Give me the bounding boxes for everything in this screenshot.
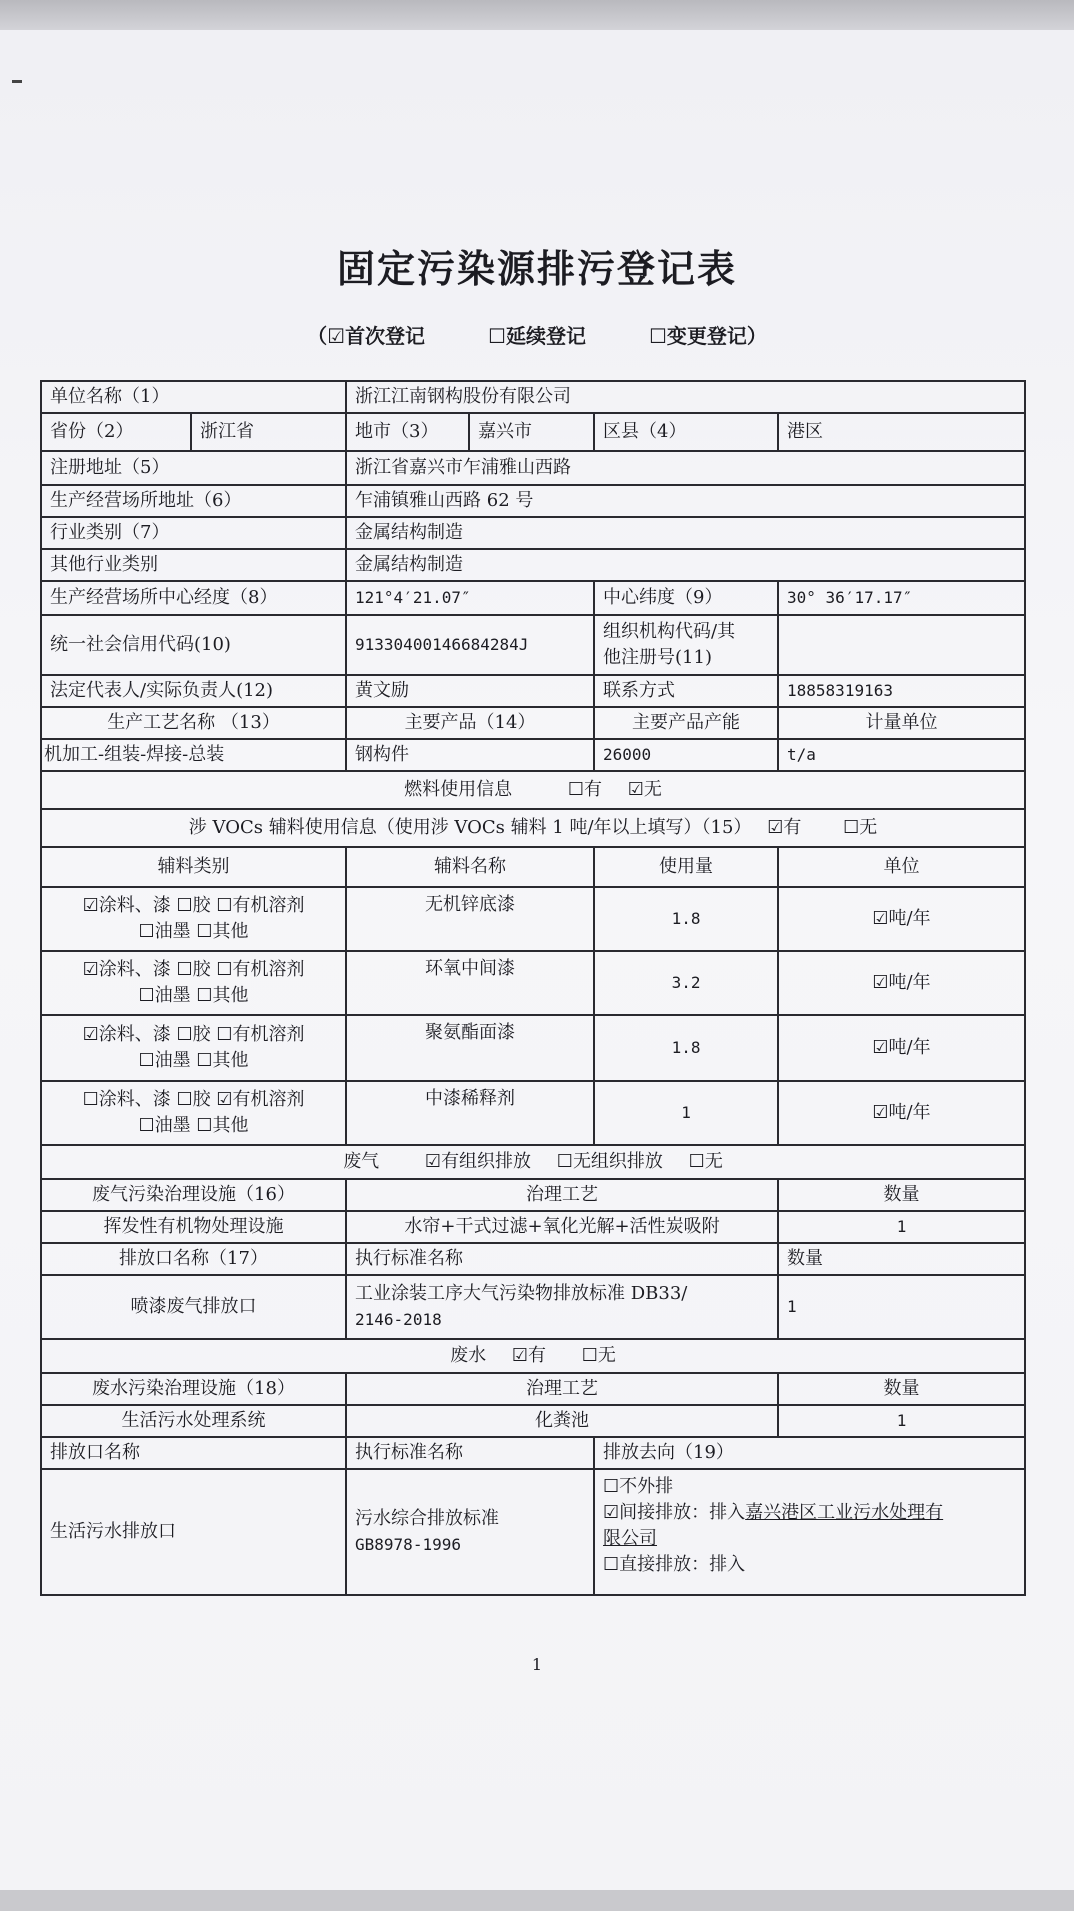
other-label: 其他: [212, 985, 249, 1006]
process-name-value[interactable]: 机加工-组装-焊接-总装: [41, 739, 346, 771]
exhaust-outlet-header: 排放口名称（17）: [41, 1243, 346, 1275]
glue-checkbox[interactable]: ☐: [176, 895, 193, 916]
usage-amount-value[interactable]: 1: [594, 1081, 778, 1145]
wastewater-yes-label: 有: [528, 1345, 546, 1366]
contact-label: 联系方式: [594, 675, 778, 707]
exhaust-outlet-qty-header: 数量: [778, 1243, 1025, 1275]
solvent-label: 有机溶剂: [232, 959, 305, 980]
change-registration-checkbox[interactable]: ☐: [648, 324, 667, 348]
org-code-label: [594, 615, 778, 675]
continue-registration-option[interactable]: [488, 324, 586, 348]
reg-address-value[interactable]: 浙江省嘉兴市乍浦雅山西路: [346, 451, 1025, 485]
unit-checkbox[interactable]: ☑: [872, 908, 889, 929]
usage-amount-value[interactable]: 1.8: [594, 887, 778, 951]
continue-registration-checkbox[interactable]: ☐: [488, 324, 506, 348]
county-value[interactable]: 港区: [778, 413, 1025, 451]
usage-amount-value[interactable]: 1.8: [594, 1015, 778, 1081]
direction-direct-checkbox[interactable]: ☐: [603, 1554, 620, 1575]
unit-checkbox[interactable]: ☑: [872, 1037, 889, 1058]
ink-checkbox[interactable]: ☐: [138, 1050, 155, 1071]
continue-registration-label: 延续登记: [505, 324, 586, 348]
ink-checkbox[interactable]: ☐: [138, 921, 155, 942]
vocs-no-label: 无: [859, 817, 878, 838]
main-product-header: 主要产品（14）: [346, 707, 594, 739]
direction-none-option[interactable]: [603, 1474, 1016, 1500]
glue-label: 胶: [192, 1089, 211, 1110]
exhaust-label: 废气: [343, 1151, 380, 1172]
direction-none-label: 不外排: [619, 1476, 674, 1497]
material-type-header: 辅料类别: [41, 847, 346, 887]
coating-label: 涂料、漆: [98, 1089, 171, 1110]
process-name-header: 生产工艺名称 （13）: [41, 707, 346, 739]
city-value[interactable]: 嘉兴市: [469, 413, 594, 451]
city-label: 地市（3）: [346, 413, 469, 451]
exhaust-facility-value[interactable]: 挥发性有机物处理设施: [41, 1211, 346, 1243]
wastewater-standard-line2: GB8978-1996: [355, 1535, 461, 1554]
usage-amount-value[interactable]: 3.2: [594, 951, 778, 1015]
vocs-info-label: 涉 VOCs 辅料使用信息（使用涉 VOCs 辅料 1 吨/年以上填写）（15）: [188, 817, 752, 838]
production-row: [41, 739, 1025, 771]
glue-label: 胶: [192, 895, 211, 916]
unit-header: 计量单位: [778, 707, 1025, 739]
reg-address-label: 注册地址（5）: [41, 451, 346, 485]
exhaust-none-option[interactable]: [689, 1151, 723, 1172]
solvent-label: 有机溶剂: [232, 1024, 305, 1045]
close-paren: ）: [746, 324, 767, 348]
usage-unit-value: [778, 1081, 1025, 1145]
coating-checkbox[interactable]: ☑: [82, 895, 99, 916]
wastewater-qty-value[interactable]: 1: [778, 1405, 1025, 1437]
fuel-no-label: 无: [643, 779, 662, 800]
longitude-label: 生产经营场所中心经度（8）: [41, 581, 346, 615]
other-label: 其他: [212, 1050, 249, 1071]
material-name-value[interactable]: 聚氨酯面漆: [346, 1015, 594, 1081]
wastewater-facility-value[interactable]: 生活污水处理系统: [41, 1405, 346, 1437]
wastewater-yes-option[interactable]: [512, 1345, 546, 1366]
exhaust-row: [41, 1145, 1025, 1179]
fuel-yes-checkbox[interactable]: ☐: [567, 779, 584, 800]
solvent-checkbox[interactable]: ☑: [216, 1089, 233, 1110]
exhaust-outlet-value[interactable]: 喷漆废气排放口: [41, 1275, 346, 1339]
org-code-label-line1: 组织机构代码/其: [603, 621, 736, 642]
open-paren: （: [307, 324, 328, 348]
wastewater-standard-line1: 污水综合排放标准: [355, 1508, 500, 1529]
capacity-value[interactable]: 26000: [594, 739, 778, 771]
ink-label: 油墨: [154, 1115, 191, 1136]
registration-type-options: [0, 320, 1074, 349]
page-number: 1: [531, 1655, 543, 1674]
glue-label: 胶: [192, 959, 211, 980]
coating-label: 涂料、漆: [98, 895, 171, 916]
wastewater-no-label: 无: [597, 1345, 616, 1366]
legal-rep-label: 法定代表人/实际负责人(12): [41, 675, 346, 707]
change-registration-option[interactable]: [649, 324, 747, 348]
wastewater-facility-header: 废水污染治理设施（18）: [41, 1373, 346, 1405]
material-type-options: [41, 1081, 346, 1145]
unit-checkbox[interactable]: ☑: [872, 1102, 889, 1123]
credit-code-label: 统一社会信用代码(10): [41, 615, 346, 675]
other-checkbox[interactable]: ☐: [196, 1050, 213, 1071]
glue-label: 胶: [192, 1024, 211, 1045]
registration-form-table: [40, 380, 1026, 1596]
exhaust-none-checkbox[interactable]: ☐: [688, 1151, 705, 1172]
county-label: 区县（4）: [594, 413, 778, 451]
coating-label: 涂料、漆: [98, 959, 171, 980]
direction-indirect-checkbox[interactable]: ☑: [603, 1502, 620, 1523]
wastewater-standard-value[interactable]: [346, 1469, 594, 1595]
ink-checkbox[interactable]: ☐: [138, 1115, 155, 1136]
wastewater-no-checkbox[interactable]: ☐: [581, 1345, 598, 1366]
legal-rep-value[interactable]: 黄文励: [346, 675, 594, 707]
exhaust-process-value[interactable]: 水帘+干式过滤+氧化光解+活性炭吸附: [346, 1211, 778, 1243]
other-checkbox[interactable]: ☐: [196, 921, 213, 942]
other-label: 其他: [212, 1115, 249, 1136]
wastewater-qty-header: 数量: [778, 1373, 1025, 1405]
fuel-yes-option[interactable]: [568, 779, 602, 800]
wastewater-yes-checkbox[interactable]: ☑: [511, 1345, 528, 1366]
ink-checkbox[interactable]: ☐: [138, 985, 155, 1006]
other-industry-label: 其他行业类别: [41, 549, 346, 581]
exhaust-outlet-qty-value[interactable]: 1: [778, 1275, 1025, 1339]
fuel-yes-label: 有: [584, 779, 602, 800]
exhaust-organized-label: 有组织排放: [441, 1151, 532, 1172]
material-name-value[interactable]: 环氧中间漆: [346, 951, 594, 1015]
vocs-yes-label: 有: [783, 817, 802, 838]
ink-label: 油墨: [154, 1050, 191, 1071]
exhaust-standard-value[interactable]: [346, 1275, 778, 1339]
vocs-material-row: [41, 951, 1025, 1015]
exhaust-unorganized-label: 无组织排放: [572, 1151, 663, 1172]
usage-unit-value: [778, 951, 1025, 1015]
wastewater-process-value[interactable]: 化粪池: [346, 1405, 778, 1437]
exhaust-standard-line2: 2146-2018: [355, 1310, 442, 1329]
form-title: 固定污染源排污登记表: [336, 247, 737, 291]
solvent-label: 有机溶剂: [232, 895, 305, 916]
exhaust-none-label: 无: [704, 1151, 723, 1172]
first-registration-option[interactable]: [327, 324, 425, 348]
material-name-value[interactable]: 无机锌底漆: [346, 887, 594, 951]
industry-value[interactable]: 金属结构制造: [346, 517, 1025, 549]
exhaust-facility-header: 废气污染治理设施（16）: [41, 1179, 346, 1211]
usage-amount-header: 使用量: [594, 847, 778, 887]
contact-value[interactable]: 18858319163: [778, 675, 1025, 707]
exhaust-standard-header: 执行标准名称: [346, 1243, 778, 1275]
material-type-options: [41, 1015, 346, 1081]
coating-label: 涂料、漆: [98, 1024, 171, 1045]
exhaust-process-header: 治理工艺: [346, 1179, 778, 1211]
glue-checkbox[interactable]: ☐: [176, 1089, 193, 1110]
wastewater-direction-header: 排放去向（19）: [594, 1437, 1025, 1469]
unit-label: 吨/年: [888, 1037, 931, 1058]
province-value[interactable]: 浙江省: [191, 413, 346, 451]
glue-checkbox[interactable]: ☐: [176, 959, 193, 980]
first-registration-checkbox[interactable]: ☑: [327, 324, 346, 348]
binder-mark: [12, 80, 22, 83]
ink-label: 油墨: [154, 985, 191, 1006]
fuel-info-row: [41, 771, 1025, 809]
material-name-value[interactable]: 中漆稀释剂: [346, 1081, 594, 1145]
unit-name-label: 单位名称（1）: [41, 381, 346, 413]
fuel-no-checkbox[interactable]: ☑: [627, 779, 644, 800]
solvent-checkbox[interactable]: ☐: [216, 1024, 233, 1045]
exhaust-organized-checkbox[interactable]: ☑: [424, 1151, 442, 1172]
direction-indirect-option[interactable]: [603, 1500, 1016, 1526]
wastewater-no-option[interactable]: [582, 1345, 616, 1366]
vocs-yes-option[interactable]: [767, 817, 801, 838]
other-checkbox[interactable]: ☐: [196, 985, 213, 1006]
wastewater-outlet-header: 排放口名称: [41, 1437, 346, 1469]
org-code-value[interactable]: [778, 615, 1025, 675]
usage-unit-value: [778, 1015, 1025, 1081]
industry-label: 行业类别（7）: [41, 517, 346, 549]
unit-label: 吨/年: [888, 972, 931, 993]
latitude-label: 中心纬度（9）: [594, 581, 778, 615]
latitude-value[interactable]: 30° 36′17.17″: [778, 581, 1025, 615]
direction-indirect-target-cont[interactable]: 限公司: [603, 1528, 658, 1549]
coating-checkbox[interactable]: ☐: [82, 1089, 99, 1110]
main-product-value[interactable]: 钢构件: [346, 739, 594, 771]
wastewater-row: [41, 1339, 1025, 1373]
vocs-material-row: [41, 887, 1025, 951]
longitude-value[interactable]: 121°4′21.07″: [346, 581, 594, 615]
wastewater-direction-options: [594, 1469, 1025, 1595]
exhaust-unorganized-option[interactable]: [557, 1151, 663, 1172]
solvent-label: 有机溶剂: [232, 1089, 305, 1110]
fuel-no-option[interactable]: [628, 779, 662, 800]
material-type-options: [41, 951, 346, 1015]
capacity-header: 主要产品产能: [594, 707, 778, 739]
other-industry-value[interactable]: 金属结构制造: [346, 549, 1025, 581]
solvent-checkbox[interactable]: ☐: [216, 959, 233, 980]
exhaust-standard-line1: 工业涂装工序大气污染物排放标准 DB33/: [355, 1283, 688, 1304]
exhaust-qty-header: 数量: [778, 1179, 1025, 1211]
site-address-label: 生产经营场所地址（6）: [41, 485, 346, 517]
direction-direct-label: 直接排放：排入: [619, 1554, 746, 1575]
coating-checkbox[interactable]: ☑: [82, 1024, 99, 1045]
first-registration-label: 首次登记: [345, 324, 426, 348]
direction-indirect-label: 间接排放：排入: [619, 1502, 746, 1523]
exhaust-qty-value[interactable]: 1: [778, 1211, 1025, 1243]
unit-name-value[interactable]: 浙江江南钢构股份有限公司: [346, 381, 1025, 413]
wastewater-outlet-value[interactable]: 生活污水排放口: [41, 1469, 346, 1595]
vocs-no-checkbox[interactable]: ☐: [843, 817, 860, 838]
unit-checkbox[interactable]: ☑: [872, 972, 889, 993]
unit-label: 吨/年: [888, 908, 931, 929]
unit-label: 吨/年: [888, 1102, 931, 1123]
exhaust-unorganized-checkbox[interactable]: ☐: [556, 1151, 573, 1172]
vocs-material-row: [41, 1015, 1025, 1081]
credit-code-value[interactable]: 91330400146684284J: [346, 615, 594, 675]
vocs-material-row: [41, 1081, 1025, 1145]
change-registration-label: 变更登记: [666, 324, 747, 348]
unit-value[interactable]: t/a: [778, 739, 1025, 771]
vocs-info-row: [41, 809, 1025, 847]
vocs-yes-checkbox[interactable]: ☑: [767, 817, 784, 838]
coating-checkbox[interactable]: ☑: [82, 959, 99, 980]
usage-unit-header: 单位: [778, 847, 1025, 887]
fuel-info-label: 燃料使用信息: [404, 779, 513, 800]
solvent-checkbox[interactable]: ☐: [216, 895, 233, 916]
exhaust-organized-option[interactable]: [425, 1151, 531, 1172]
ink-label: 油墨: [154, 921, 191, 942]
wastewater-standard-header: 执行标准名称: [346, 1437, 594, 1469]
site-address-value[interactable]: 乍浦镇雅山西路 62 号: [346, 485, 1025, 517]
direction-none-checkbox[interactable]: ☐: [603, 1476, 620, 1497]
glue-checkbox[interactable]: ☐: [176, 1024, 193, 1045]
province-label: 省份（2）: [41, 413, 191, 451]
other-label: 其他: [212, 921, 249, 942]
vocs-no-option[interactable]: [843, 817, 877, 838]
material-name-header: 辅料名称: [346, 847, 594, 887]
direction-direct-option[interactable]: [603, 1552, 1016, 1578]
org-code-label-line2: 他注册号(11): [603, 647, 712, 668]
usage-unit-value: [778, 887, 1025, 951]
wastewater-label: 废水: [450, 1345, 487, 1366]
wastewater-process-header: 治理工艺: [346, 1373, 778, 1405]
other-checkbox[interactable]: ☐: [196, 1115, 213, 1136]
direction-indirect-target[interactable]: 嘉兴港区工业污水处理有: [745, 1502, 944, 1523]
material-type-options: [41, 887, 346, 951]
